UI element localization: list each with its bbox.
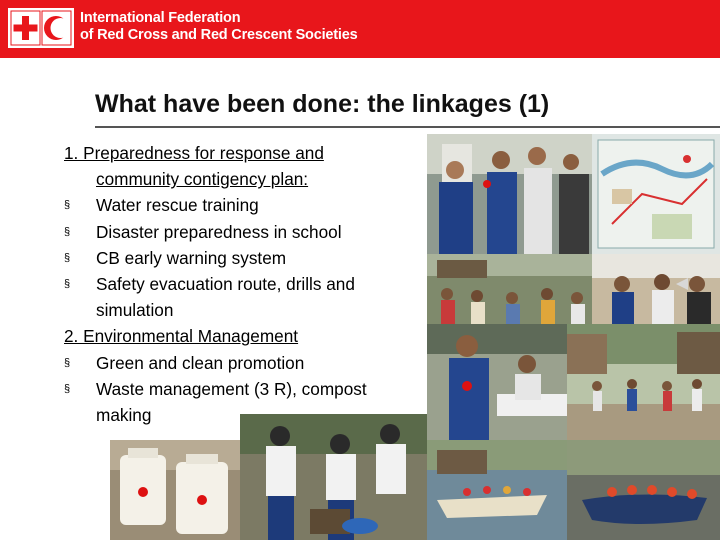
bullet-icon: § xyxy=(64,278,71,291)
list-item-text: Disaster preparedness in school xyxy=(96,221,342,242)
bullet-icon: § xyxy=(64,251,71,264)
section1-heading-cont: community contigency plan: xyxy=(96,169,309,190)
slide-title: What have been done: the linkages (1) xyxy=(95,90,550,118)
list-item-text: CB early warning system xyxy=(96,247,287,268)
org-name-line2: of Red Cross and Red Crescent Societies xyxy=(80,27,358,43)
list-item xyxy=(64,271,434,297)
list-item-text: Green and clean promotion xyxy=(96,352,305,373)
red-cross-red-crescent-logo xyxy=(8,8,74,48)
students-composting-photo xyxy=(240,414,427,540)
org-name-line1: International Federation xyxy=(80,10,241,26)
rescue-drill-photo xyxy=(592,254,720,324)
list-item-text: Safety evacuation route, drills and xyxy=(96,274,355,295)
bullet-icon: § xyxy=(64,382,71,395)
list-item-cont: making xyxy=(96,405,152,426)
volunteers-in-red-cross-vests-photo xyxy=(427,134,592,254)
list-item xyxy=(64,219,434,245)
first-aid-drill-photo xyxy=(427,324,567,440)
evacuation-map-photo xyxy=(592,134,720,254)
header-banner xyxy=(0,0,720,58)
slide-body xyxy=(64,140,434,428)
water-containers-photo xyxy=(110,440,240,540)
rescue-boat-training-photo xyxy=(567,440,720,540)
list-item-text: Water rescue training xyxy=(96,195,259,216)
list-item-cont: simulation xyxy=(96,300,174,321)
list-item xyxy=(64,192,434,218)
bullet-icon: § xyxy=(64,225,71,238)
list-item-text: Waste management (3 R), compost xyxy=(96,378,367,399)
bullet-icon: § xyxy=(64,356,71,369)
section2-heading: 2. Environmental Management xyxy=(64,326,299,347)
list-item xyxy=(64,376,434,402)
boat-on-river-photo xyxy=(427,440,567,540)
bullet-icon: § xyxy=(64,199,71,212)
title-underline xyxy=(95,126,720,128)
village-street-drill-photo xyxy=(567,324,720,440)
community-meeting-photo xyxy=(427,254,592,324)
section1-heading: 1. Preparedness for response and xyxy=(64,143,324,163)
list-item xyxy=(64,350,434,376)
list-item xyxy=(64,245,434,271)
